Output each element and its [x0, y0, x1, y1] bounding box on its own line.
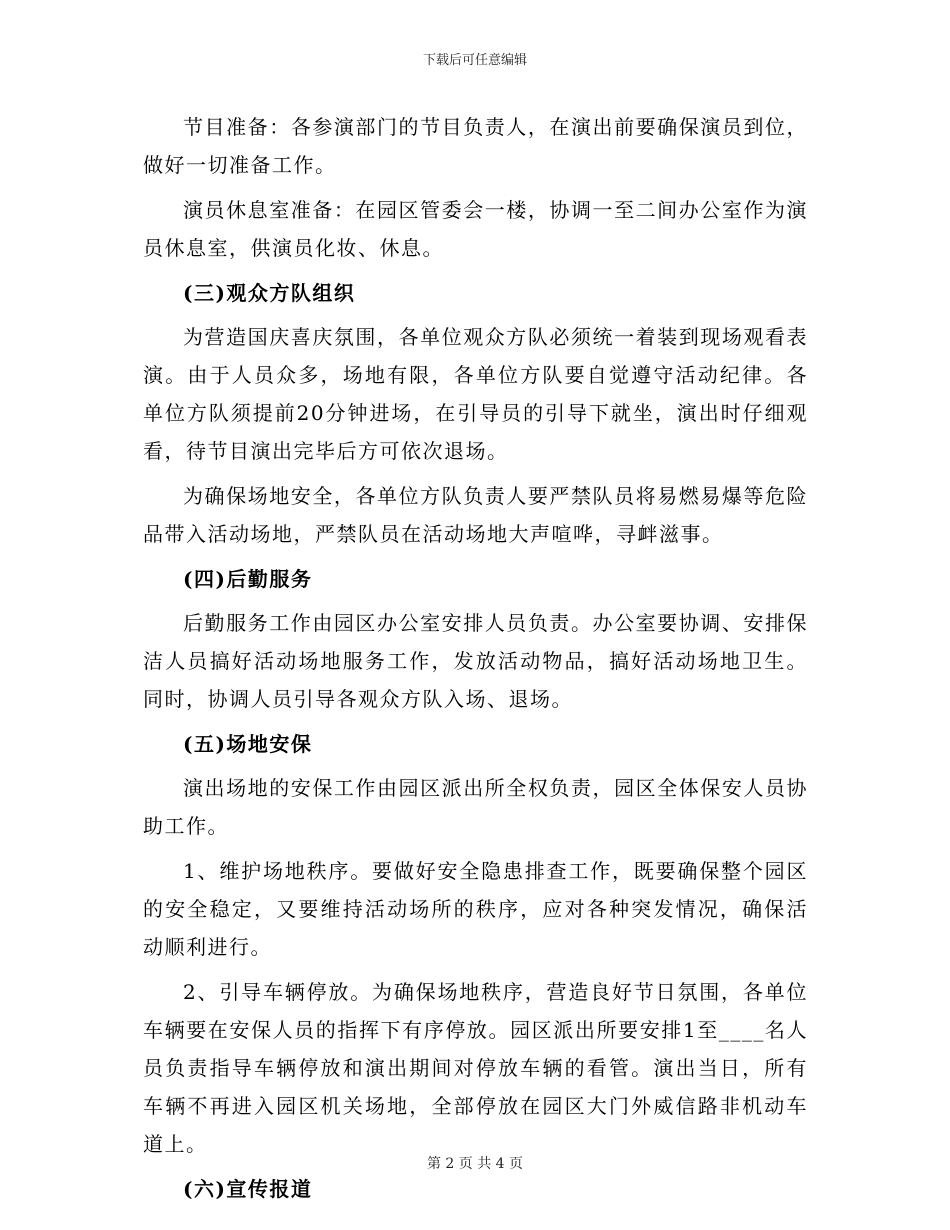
- paragraph-audience-organization: 为营造国庆喜庆氛围，各单位观众方队必须统一着装到现场观看表演。由于人员众多，场地有限，各单位方队要自觉遵守活动纪律。各单位方队须提前20分钟进场，在引导员的引导下就坐，演出时仔细观看，待节目演出完毕后方可依次退场。: [143, 325, 808, 463]
- paragraph-vehicle-parking: [143, 973, 808, 1163]
- section-heading-audience: (三)观众方队组织: [183, 281, 356, 305]
- parking-text-part1: 2、引导车辆停放。为确保场地秩序，营造良好节日氛围，各单位车辆要在安保人员的指挥下有序停放。园区派出所要安排1至: [143, 980, 808, 1042]
- page-footer: 第 2 页 共 4 页: [426, 1156, 524, 1172]
- parking-text-part2: 名人员负责指导车辆停放和演出期间对停放车辆的看管。演出当日，所有车辆不再进入园区机关场地，全部停放在园区大门外威信路非机动车道上。: [143, 1018, 809, 1156]
- paragraph-logistics: 后勤服务工作由园区办公室安排人员负责。办公室要协调、安排保洁人员搞好活动场地服务工作，发放活动物品，搞好活动场地卫生。同时，协调人员引导各观众方队入场、退场。: [143, 611, 808, 711]
- paragraph-lounge-prep: 演员休息室准备：在园区管委会一楼，协调一至二间办公室作为演员休息室，供演员化妆、休息。: [143, 198, 808, 260]
- section-heading-publicity: (六)宣传报道: [183, 1177, 313, 1201]
- paragraph-venue-safety: 为确保场地安全，各单位方队负责人要严禁队员将易燃易爆等危险品带入活动场地，严禁队员在活动场地大声喧哗，寻衅滋事。: [143, 484, 808, 546]
- section-heading-logistics: (四)后勤服务: [183, 567, 313, 591]
- page-header: 下载后可任意编辑: [422, 53, 527, 68]
- paragraph-program-prep: 节目准备：各参演部门的节目负责人，在演出前要确保演员到位，做好一切准备工作。: [143, 115, 808, 177]
- paragraph-security-intro: 演出场地的安保工作由园区派出所全权负责，园区全体保安人员协助工作。: [143, 776, 808, 838]
- section-heading-security: (五)场地安保: [183, 732, 313, 756]
- blank-fill-field: ____: [718, 1018, 765, 1042]
- paragraph-maintain-order: 1、维护场地秩序。要做好安全隐患排查工作，既要确保整个园区的安全稳定，又要维持活动场所的秩序，应对各种突发情况，确保活动顺利进行。: [143, 859, 808, 959]
- document-body: [143, 108, 808, 1214]
